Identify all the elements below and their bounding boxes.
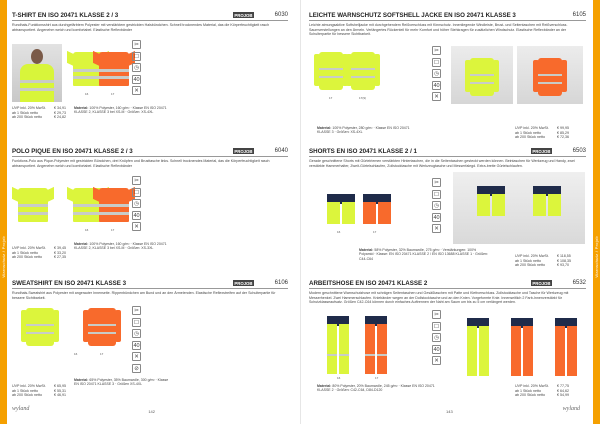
product-description: Modern geschnittene Warnschutzhose mit schrägen Seitentaschen und Gesäßtaschen mit Patte und Klettverschluss. Zollstocktasche und Tasche für Werkzeug mit Messerhenkel. Zwei Hammerschlaufen. Kniebänder wegen an der Dollstocktasche und an den Knien. Vorgeformte Knie. Innenseitlich 2 Farb-Innenverstärkt für Schutzklasseaufsatz. Größen C42-C64 können durch einfaches Auftrennen der Naht am Saum um bis zu 5 cm verlängert werden. <box>309 291 569 305</box>
price-table: UVP inkl. 20% MwSt. € 65,95 ab 1 Stück netto € 55,31 ab 200 Stück netto € 46,91 <box>12 384 66 397</box>
care-icon: ⊘ <box>132 364 141 373</box>
brand-logo: PROJOB <box>234 12 253 18</box>
product-tshirt <box>12 12 288 132</box>
care-icon: 40 <box>133 212 140 219</box>
product-description: Rundhals-Sweatshirt aus Polyester mit angerauter Innenseite. Rippenbündchen am Bund und an den Ärmelenden. Elastische Reflexstreifen auf der Schulterpartie für bessere Sichtbarkeit. <box>12 291 276 300</box>
care-icon: ✕ <box>132 86 141 95</box>
color-label: 16 <box>85 228 89 232</box>
color-label: 16 <box>337 376 341 380</box>
product-description: Funktions-Polo aus Pique-Polyester mit gestrickten Bündchen, drei Knöpfen und Brusttasche links. Schnell trocknendes Material, das die Körperfeuchtigkeit rasch abtransportiert. Angenehm weich und komfortabel. Elastische Reflexbänder <box>12 159 270 168</box>
product-description: Rundhals-Funktionsshirt aus durchgefärbtem Polyester mit verstärktem gestrickten Halsbündchen. Schnell trocknendes Material, das die Körperfeuchtigkeit rasch abtransportiert. Angenehm weich und komfortabel. Elastische Reflexbänder <box>12 23 270 32</box>
product-title: ARBEITSHOSE EN ISO 20471 KLASSE 2 <box>309 280 428 287</box>
product-header <box>12 12 288 21</box>
model-photo <box>451 46 513 104</box>
care-icon: ✕ <box>432 224 441 233</box>
brand-logo: PROJOB <box>234 148 253 154</box>
product-images <box>315 314 425 380</box>
model-photo <box>517 46 583 104</box>
material-info: Material: 100% Polyester, 160 g/m² · Klasse EN ISO 20471 KLASSE 2, KLASSE 3 bei XS-M · Größen: XS-3XL <box>74 242 167 251</box>
product-header <box>309 148 586 157</box>
care-icon: 40 <box>433 214 440 221</box>
care-icon: ☐ <box>132 52 141 61</box>
product-header <box>12 280 288 289</box>
brand-signature: wyland <box>12 406 30 412</box>
care-icon: ◷ <box>132 63 141 72</box>
polo-orange-image <box>99 188 129 222</box>
care-icon: ✕ <box>132 352 141 361</box>
brand-logo: PROJOB <box>234 280 253 286</box>
page-number: 143 <box>446 409 453 414</box>
care-icons <box>432 178 442 236</box>
brand-logo: PROJOB <box>532 148 551 154</box>
color-label: 16 <box>85 92 89 96</box>
care-icon: ◷ <box>132 329 141 338</box>
product-polo <box>12 148 288 266</box>
product-images <box>67 42 129 102</box>
article-number: 6532 <box>572 280 586 286</box>
color-label: 16 <box>337 230 341 234</box>
care-icons <box>132 306 142 375</box>
product-title: SWEATSHIRT EN ISO 20471 KLASSE 3 <box>12 280 127 287</box>
softshell-yellow-back-image <box>351 52 375 90</box>
sweat-orange-image <box>88 308 116 346</box>
material-info: Material: 58% Polyester, 32% Baumwolle, 275 g/m² · Verstärkungen: 100% Polyamid · Klasse: EN ISO 20471 KLASSE 2 / EN ISO 13688 KLASSE 1 · Größen: C44-C64 <box>359 248 488 261</box>
care-icon: ✕ <box>432 92 441 101</box>
product-title: LEICHTE WARNSCHUTZ SOFTSHELL JACKE EN ISO 20471 KLASSE 3 <box>309 12 516 19</box>
product-images <box>70 304 132 364</box>
color-label: 17 <box>375 376 379 380</box>
care-icon: 40 <box>433 82 440 89</box>
product-sweatshirt <box>12 280 288 398</box>
price-table: UVP inkl. 20% MwSt. € 118,55 ab 1 Stück netto € 108,35 ab 200 Stück netto € 93,70 <box>515 254 571 267</box>
color-label: 17 <box>111 92 115 96</box>
care-icon: ✂ <box>132 306 141 315</box>
care-icon: ✕ <box>132 222 141 231</box>
article-number: 6040 <box>274 148 288 154</box>
price-table: UVP inkl. 20% MwSt. € 34,91 ab 1 Stück netto € 29,73 ab 200 Stück netto € 24,82 <box>12 106 66 119</box>
product-title: T-SHIRT EN ISO 20471 KLASSE 2 / 3 <box>12 12 119 19</box>
material-info: Material: 100% Polyester, 280 g/m² · Klasse EN ISO 20471 KLASSE 3 · Größen: XS-4XL <box>317 126 410 135</box>
material-info: Material: 100% Polyester, 160 g/m² · Klasse EN ISO 20471 KLASSE 2, KLASSE 3 bei XS-M · Größen: XS-4XL <box>74 106 167 115</box>
color-label: 17 <box>100 352 104 356</box>
product-header <box>309 12 586 21</box>
product-shorts <box>309 148 586 278</box>
back-view-image <box>12 178 62 238</box>
care-icon: 40 <box>133 76 140 83</box>
care-icon: 40 <box>433 346 440 353</box>
product-title: SHORTS EN ISO 20471 KLASSE 2 / 1 <box>309 148 417 155</box>
color-label: 17 <box>329 96 333 100</box>
care-icon: ☐ <box>132 318 141 327</box>
care-icons <box>132 40 142 98</box>
care-icon: 40 <box>133 342 140 349</box>
article-number: 6503 <box>572 148 586 154</box>
price-table: UVP inkl. 20% MwSt. € 77,75 ab 1 Stück netto € 64,62 ab 200 Stück netto € 54,99 <box>515 384 569 397</box>
care-icons <box>132 176 142 234</box>
brand-signature: wyland <box>562 406 580 412</box>
pants-orange-image <box>365 316 387 374</box>
color-label: 17 <box>373 230 377 234</box>
color-label: 16 <box>74 352 78 356</box>
pants-detail-images <box>459 314 585 378</box>
care-icon: ✂ <box>432 178 441 187</box>
color-label: 17(9) <box>359 96 367 100</box>
article-number: 6106 <box>274 280 288 286</box>
price-table: UVP inkl. 20% MwSt. € 99,95 ab 1 Stück netto € 85,29 ab 200 Stück netto € 72,36 <box>515 126 569 139</box>
product-header <box>309 280 586 289</box>
care-icon: ◷ <box>132 199 141 208</box>
care-icon: ✂ <box>432 310 441 319</box>
product-title: POLO PIQUE EN ISO 20471 KLASSE 2 / 3 <box>12 148 133 155</box>
model-photo <box>453 172 585 244</box>
page-number: 142 <box>148 409 155 414</box>
pants-yellow-image <box>327 316 349 374</box>
price-table: UVP inkl. 20% MwSt. € 39,45 ab 1 Stück netto € 33,20 ab 200 Stück netto € 27,35 <box>12 246 66 259</box>
softshell-yellow-image <box>319 52 343 90</box>
model-photos <box>447 46 587 104</box>
article-number: 6030 <box>274 12 288 18</box>
color-label: 17 <box>111 228 115 232</box>
care-icon: ☐ <box>132 188 141 197</box>
care-icon: ☐ <box>432 58 441 67</box>
side-tab: Warnschutz / Projob <box>0 0 7 424</box>
care-icon: ☐ <box>432 322 441 331</box>
care-icon: ☐ <box>432 190 441 199</box>
care-icon: ✂ <box>432 46 441 55</box>
care-icon: ✂ <box>132 176 141 185</box>
model-photo <box>12 44 62 102</box>
right-page <box>300 0 600 424</box>
tshirt-orange-image <box>99 52 129 86</box>
side-tab: Warnschutz / Projob <box>593 0 600 424</box>
product-workpants <box>309 280 586 400</box>
care-icon: ✂ <box>132 40 141 49</box>
material-info: Material: 80% Polyester, 20% Baumwolle, 245 g/m² · Klasse EN ISO 20471 KLASSE 2 · Größen: C42-C64, D84-D120 <box>317 384 435 393</box>
product-softshell <box>309 12 586 144</box>
product-description: Gerade geschnittene Shorts mit Gürtelriemen verstärkten Hintertaschen, die in die Seitentaschen gesteckt werden können. Beintaschen für Werkzeug und Handy, zwei verstärkte Hammerhalter, Zweit-Gürtelschlaufen, Zollstocktasche mit Werkzeugtasche und Messerfalegd. Extra-breite Gürtelschlaufen. <box>309 159 575 168</box>
care-icons <box>432 46 442 104</box>
sweat-yellow-image <box>12 304 68 364</box>
product-images <box>313 48 373 108</box>
article-number: 6105 <box>572 12 586 18</box>
care-icon: ✕ <box>432 356 441 365</box>
care-icon: ◷ <box>432 333 441 342</box>
shorts-orange-image <box>363 194 391 224</box>
shorts-yellow-image <box>327 194 355 224</box>
product-images <box>67 178 129 238</box>
material-info: Material: 65% Polyester, 35% Baumwolle, 300 g/m² · Klasse EN ISO 20471 KLASSE 3 · Größen XS-4XL <box>74 378 169 387</box>
product-images <box>315 184 425 244</box>
product-description: Leichte atmungsaktive Softshelljacke mit durchgehendem Reißverschluss mit Kinnschutz. Innenliegende Windleiste, Brust- und Seitentaschen mit Reißverschluss. Saumverstellungen an den Ärmeln. Verlängertes Rückenteil für mehr Komfort und höher Stehkragen für zusätzlichen Windschutz. Elastische Reflexbänder an der Schulterpartie für bessere Sichtbarkeit. <box>309 23 568 37</box>
care-icons <box>432 310 442 368</box>
product-header <box>12 148 288 157</box>
brand-logo: PROJOB <box>532 280 551 286</box>
care-icon: ◷ <box>432 69 441 78</box>
care-icon: ◷ <box>432 201 441 210</box>
